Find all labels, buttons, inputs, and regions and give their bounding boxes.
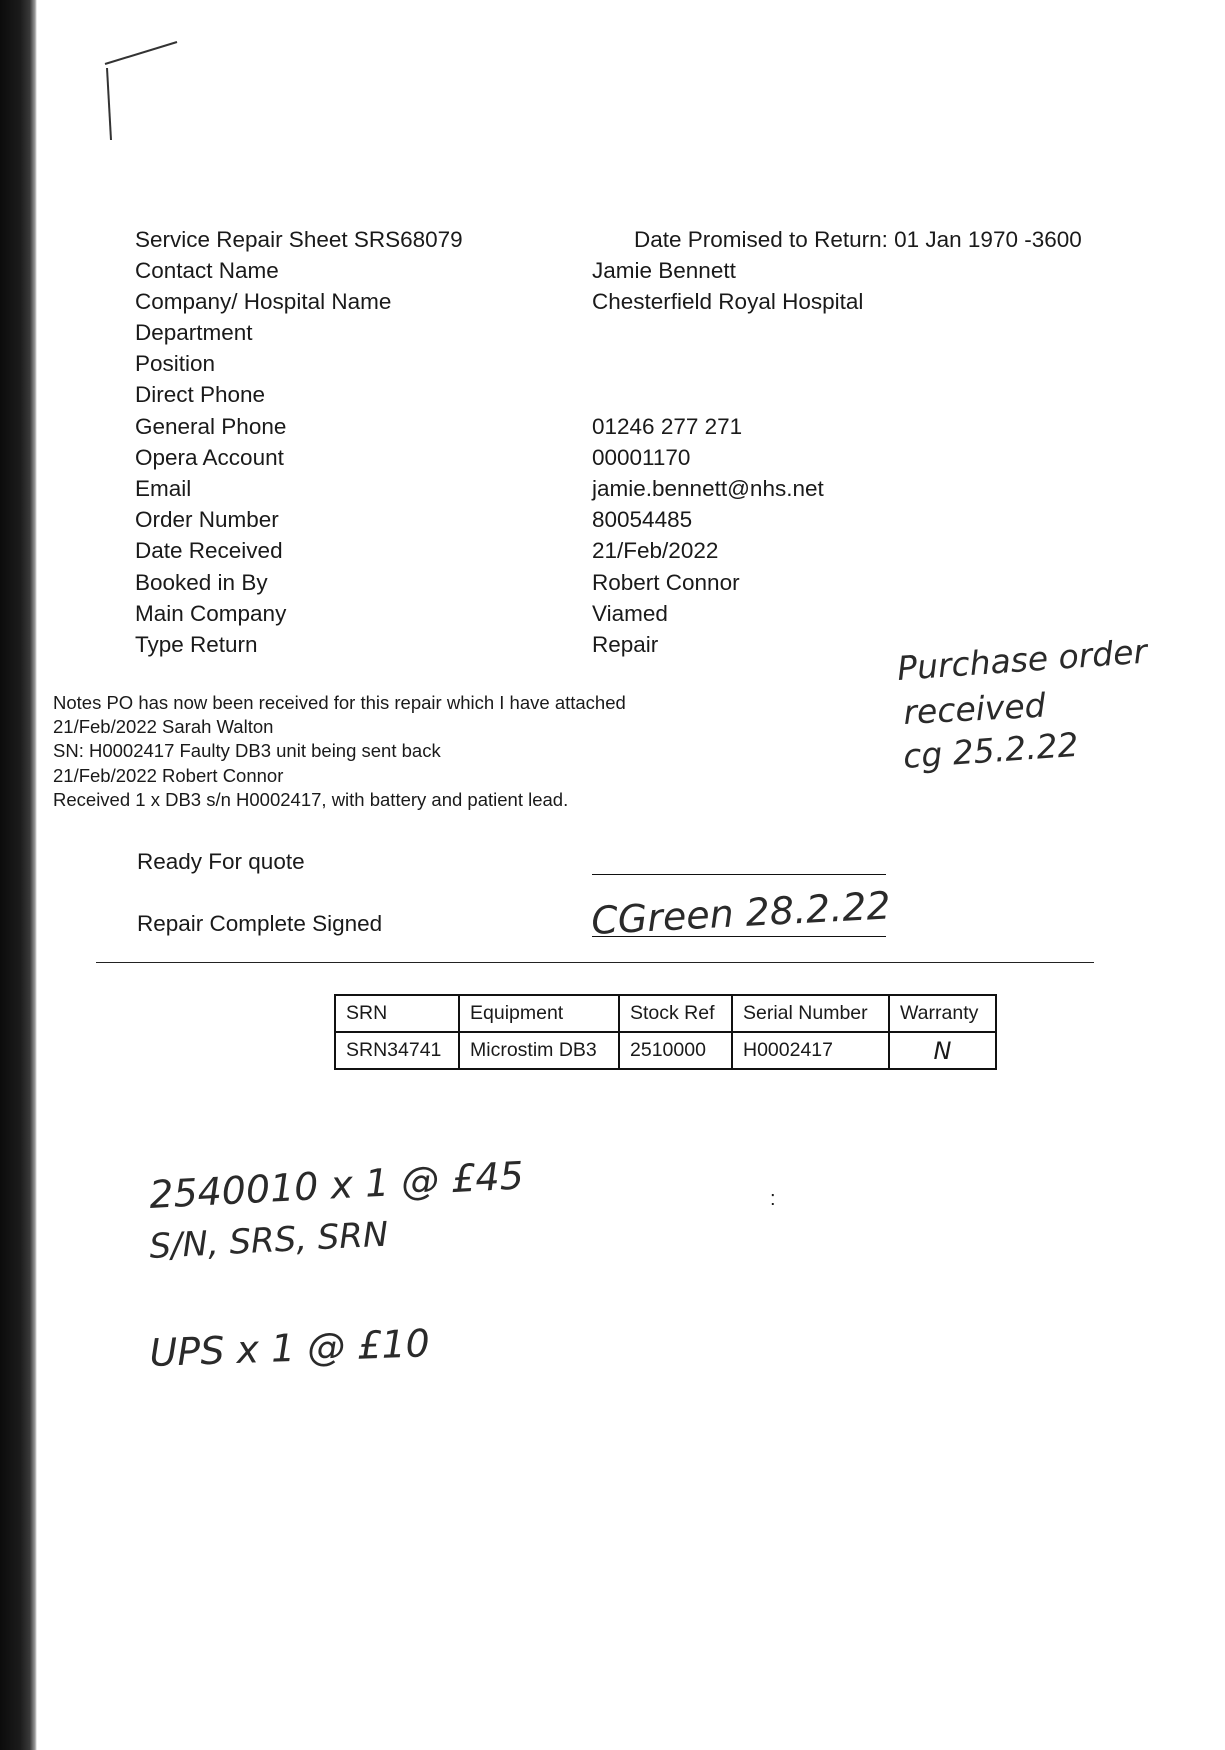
table-header-row (335, 995, 996, 1032)
note-line: SN: H0002417 Faulty DB3 unit being sent back (53, 740, 441, 762)
field-value: 21/Feb/2022 (592, 538, 719, 563)
section-divider (96, 962, 1094, 963)
repair-complete-label: Repair Complete Signed (137, 911, 383, 936)
field-value: 00001170 (592, 445, 691, 470)
scan-edge (0, 0, 37, 1750)
line-item-refs-text: S/N, SRS, SRN (148, 1214, 390, 1267)
field-label: Main Company (135, 601, 287, 626)
signature-text: CGreen 28.2.22 (590, 883, 892, 943)
equipment-table (334, 994, 997, 1070)
shipping-text: UPS x 1 @ £10 (148, 1321, 431, 1375)
handwritten-po-line: received (902, 685, 1047, 732)
table-header-cell: Serial Number (732, 995, 889, 1032)
field-label: Department (135, 320, 253, 345)
field-label: General Phone (135, 414, 287, 439)
field-label: Position (135, 351, 216, 376)
table-cell: SRN34741 (335, 1032, 459, 1069)
field-label: Company/ Hospital Name (135, 289, 392, 314)
stray-mark: : (770, 1188, 776, 1210)
table-cell: Microstim DB3 (459, 1032, 619, 1069)
field-value: 01246 277 271 (592, 414, 743, 439)
field-label: Email (135, 476, 192, 501)
field-value: Chesterfield Royal Hospital (592, 289, 864, 314)
table-cell: 2510000 (619, 1032, 732, 1069)
table-header-cell: Equipment (459, 995, 619, 1032)
corner-crop-mark (95, 30, 205, 150)
handwritten-po-line: Purchase order (895, 631, 1149, 688)
field-label: Opera Account (135, 445, 284, 470)
handwritten-shipping (140, 1310, 640, 1390)
table-row (335, 1032, 996, 1069)
field-label: Date Received (135, 538, 283, 563)
field-label: Booked in By (135, 570, 268, 595)
table-header-cell: SRN (335, 995, 459, 1032)
sheet-title: Service Repair Sheet SRS68079 (135, 227, 463, 252)
line-item-text: 2540010 x 1 @ £45 (148, 1153, 525, 1217)
handwritten-po-note (890, 631, 1190, 790)
field-label: Order Number (135, 507, 279, 532)
field-label: Type Return (135, 632, 258, 657)
field-label: Direct Phone (135, 382, 266, 407)
table-cell: H0002417 (732, 1032, 889, 1069)
field-value: Jamie Bennett (592, 258, 736, 283)
table-header-cell: Warranty (889, 995, 996, 1032)
ready-for-quote-label: Ready For quote (137, 849, 305, 874)
note-line: 21/Feb/2022 Sarah Walton (53, 716, 274, 738)
field-value: Viamed (592, 601, 668, 626)
note-line: Received 1 x DB3 s/n H0002417, with battery and patient lead. (53, 788, 569, 810)
table-header-cell: Stock Ref (619, 995, 732, 1032)
field-value: Repair (592, 632, 659, 657)
handwritten-signature (588, 883, 988, 950)
field-value: 80054485 (592, 507, 693, 532)
notes-block (53, 691, 626, 812)
handwritten-po-line: cg 25.2.22 (901, 724, 1080, 776)
field-label: Contact Name (135, 258, 279, 283)
handwritten-line-item (140, 1140, 740, 1270)
note-line: Notes PO has now been received for this repair which I have attached (53, 692, 626, 713)
date-promised: Date Promised to Return: 01 Jan 1970 -3600 (634, 227, 1082, 252)
note-line: 21/Feb/2022 Robert Connor (53, 764, 284, 786)
field-value: Robert Connor (592, 570, 740, 595)
field-value: jamie.bennett@nhs.net (592, 476, 824, 501)
ready-signature-line (592, 874, 886, 875)
warranty-handwritten-cell: N (889, 1032, 996, 1069)
